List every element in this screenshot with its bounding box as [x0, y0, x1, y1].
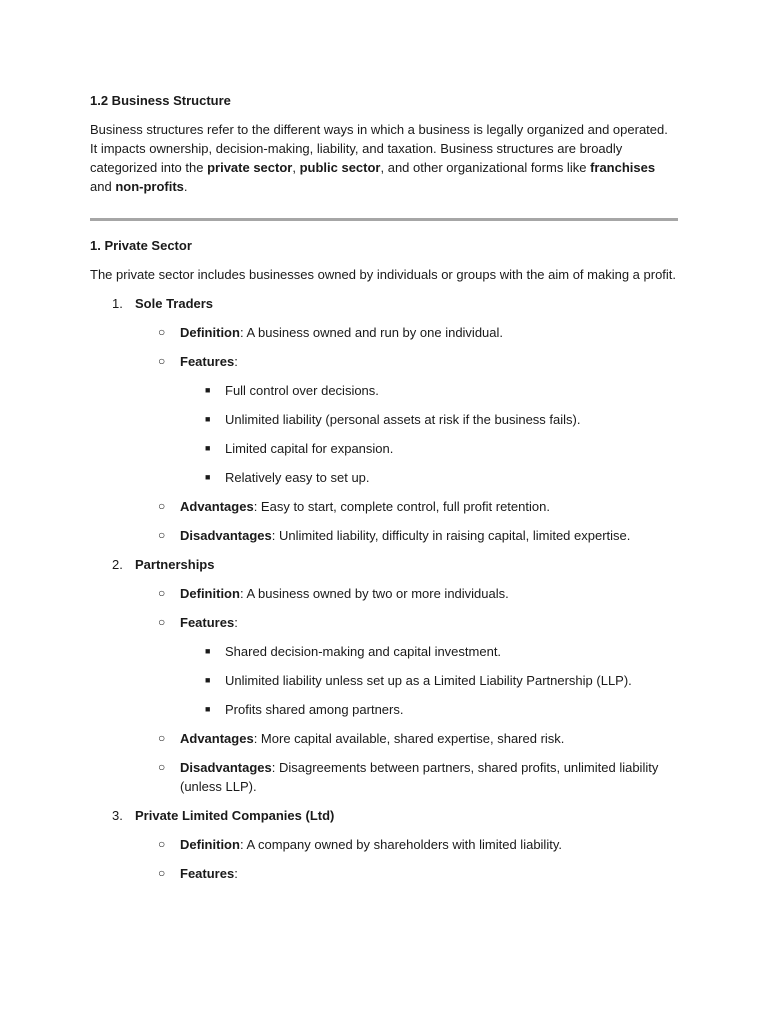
document-page — [90, 91, 678, 883]
list-number: 3. — [112, 808, 123, 823]
sub-item-text: : Disagreements between partners, shared profits, unlimited liability (unless LLP). — [180, 760, 659, 794]
square-bullet-icon: ■ — [205, 414, 211, 424]
circle-bullet-icon: ○ — [158, 866, 166, 880]
sub-item-disadvantages — [90, 758, 678, 796]
circle-bullet-icon: ○ — [158, 528, 166, 542]
sub-item-label: Features — [180, 866, 235, 881]
circle-bullet-icon: ○ — [158, 354, 166, 368]
page-title: 1.2 Business Structure — [90, 93, 231, 108]
sub-item-text: : More capital available, shared expertise, shared risk. — [253, 731, 565, 746]
square-bullet-icon: ■ — [205, 385, 211, 395]
sub-item-label: Advantages — [180, 731, 254, 746]
sub-item-text: : A business owned by two or more individuals. — [239, 586, 509, 601]
sub-item-label: Advantages — [180, 499, 254, 514]
circle-bullet-icon: ○ — [158, 615, 166, 629]
intro-text: Business structures refer to the different ways in which a business is legally organized and operated. It impacts ownership, decision-making, liability, and taxation. Business structures are broadly categorized into the — [90, 122, 668, 175]
circle-bullet-icon: ○ — [158, 837, 166, 851]
list-item-title: Private Limited Companies (Ltd) — [135, 808, 335, 823]
intro-bold: franchises — [590, 160, 656, 175]
feature-text: Shared decision-making and capital investment. — [225, 644, 502, 659]
intro-paragraph — [90, 120, 678, 196]
intro-bold: public sector — [299, 160, 381, 175]
feature-text: Relatively easy to set up. — [225, 470, 370, 485]
feature-text: Full control over decisions. — [225, 383, 379, 398]
sub-item-label: Disadvantages — [180, 528, 272, 543]
intro-text: . — [183, 179, 188, 194]
intro-text: , and other organizational forms like — [380, 160, 591, 175]
sub-item-label: Features — [180, 615, 235, 630]
feature-text: Limited capital for expansion. — [225, 441, 394, 456]
sub-item-text: : A business owned and run by one individual. — [239, 325, 504, 340]
circle-bullet-icon: ○ — [158, 499, 166, 513]
sub-item-text: : — [234, 615, 238, 630]
feature-item — [90, 468, 678, 487]
feature-text: Unlimited liability (personal assets at risk if the business fails). — [225, 412, 581, 427]
feature-item — [90, 700, 678, 719]
list-item-private-limited-companies — [90, 806, 678, 825]
list-item-sole-traders — [90, 294, 678, 313]
square-bullet-icon: ■ — [205, 646, 211, 656]
sub-item-definition — [90, 323, 678, 342]
intro-text: , — [292, 160, 300, 175]
feature-item — [90, 439, 678, 458]
sub-item-features — [90, 613, 678, 632]
square-bullet-icon: ■ — [205, 443, 211, 453]
list-item-title: Sole Traders — [135, 296, 214, 311]
feature-item — [90, 410, 678, 429]
list-number: 1. — [112, 296, 123, 311]
circle-bullet-icon: ○ — [158, 731, 166, 745]
list-number: 2. — [112, 557, 123, 572]
square-bullet-icon: ■ — [205, 472, 211, 482]
sub-item-advantages — [90, 729, 678, 748]
list-item-partnerships — [90, 555, 678, 574]
circle-bullet-icon: ○ — [158, 586, 166, 600]
list-item-title: Partnerships — [135, 557, 215, 572]
feature-text: Profits shared among partners. — [225, 702, 404, 717]
sub-item-advantages — [90, 497, 678, 516]
sub-item-label: Disadvantages — [180, 760, 272, 775]
section-heading: 1. Private Sector — [90, 238, 192, 253]
section-description: The private sector includes businesses owned by individuals or groups with the aim of making a profit. — [90, 267, 677, 282]
circle-bullet-icon: ○ — [158, 325, 166, 339]
intro-bold: private sector — [207, 160, 293, 175]
feature-item — [90, 671, 678, 690]
sub-item-definition — [90, 835, 678, 854]
sub-item-features — [90, 864, 678, 883]
sub-item-label: Definition — [180, 837, 240, 852]
sub-item-text: : — [234, 354, 238, 369]
sub-item-features — [90, 352, 678, 371]
square-bullet-icon: ■ — [205, 675, 211, 685]
sub-item-text: : Easy to start, complete control, full profit retention. — [253, 499, 550, 514]
circle-bullet-icon: ○ — [158, 760, 166, 774]
intro-text: and — [90, 179, 116, 194]
sub-item-disadvantages — [90, 526, 678, 545]
sub-item-label: Definition — [180, 586, 240, 601]
sub-item-label: Features — [180, 354, 235, 369]
feature-item — [90, 642, 678, 661]
intro-bold: non-profits — [115, 179, 184, 194]
sub-item-text: : — [234, 866, 238, 881]
square-bullet-icon: ■ — [205, 704, 211, 714]
sub-item-label: Definition — [180, 325, 240, 340]
sub-item-definition — [90, 584, 678, 603]
sub-item-text: : A company owned by shareholders with limited liability. — [239, 837, 562, 852]
feature-text: Unlimited liability unless set up as a Limited Liability Partnership (LLP). — [225, 673, 632, 688]
sub-item-text: : Unlimited liability, difficulty in raising capital, limited expertise. — [271, 528, 631, 543]
feature-item — [90, 381, 678, 400]
horizontal-divider — [90, 218, 678, 221]
